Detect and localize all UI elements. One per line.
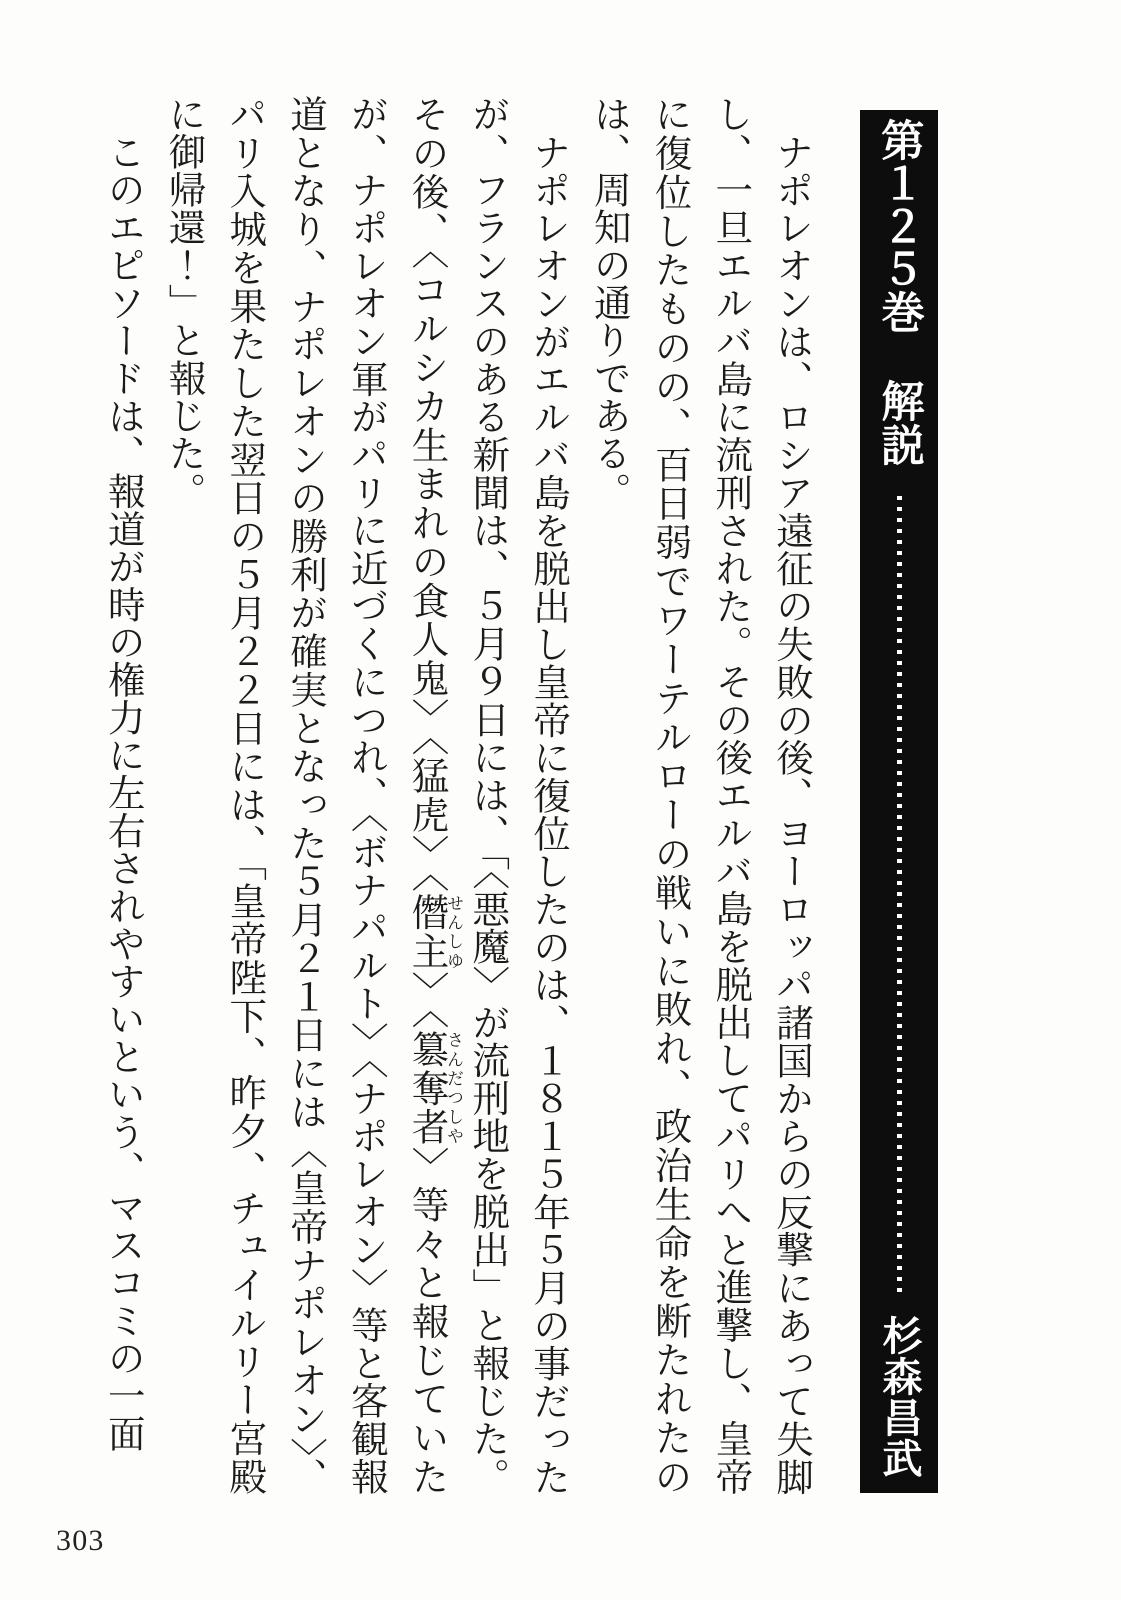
dotted-leader [897, 496, 902, 1293]
volume-label: 第１２５巻 [875, 118, 924, 333]
section-header-bar [860, 110, 938, 1493]
paragraph: ナポレオンは、ロシア遠征の失敗の後、ヨーロッパ諸国からの反撃にあって失脚し、一旦エルバ島に流刑された。その後エルバ島を脱出してパリへと進撃し、皇帝に復位したものの、百日弱でワーテルローの戦いに敗れ、政治生命を断たれたのは、周知の通りである。 [587, 95, 811, 1496]
paragraph: ナポレオンがエルバ島を脱出し皇帝に復位したのは、１８１５年５月の事だったが、フランスのある新聞は、５月９日には、「〈悪魔〉が流刑地を脱出」と報じた。その後、〈コルシカ生まれの食人鬼〉〈猛虎〉〈僭主せんしゆ〉〈簒奪者さんだつしや〉等々と報じていたが、ナポレオン軍がパリに近づくにつれ、〈ボナパルト〉〈ナポレオン〉等と客観報道となり、ナポレオンの勝利が確実となった５月２１日には〈皇帝ナポレオン〉、パリ入城を果たした翌日の５月２２日には、「皇帝陛下、昨夕、チュイルリー宮殿に御帰還！」と報じた。 [162, 95, 568, 1496]
ruby-annotated-word: 簒奪者さんだつしや [405, 1030, 464, 1147]
section-title: 解説 [875, 379, 924, 468]
page-number: 303 [56, 1524, 105, 1557]
paragraph: このエピソードは、報道が時の権力に左右されやすいという、マスコミの一面 [101, 132, 143, 1452]
article-text [80, 95, 820, 1495]
ruby-annotated-word: 僭主せんしゆ [405, 893, 464, 972]
author-name: 杉森昌武 [877, 1314, 921, 1478]
